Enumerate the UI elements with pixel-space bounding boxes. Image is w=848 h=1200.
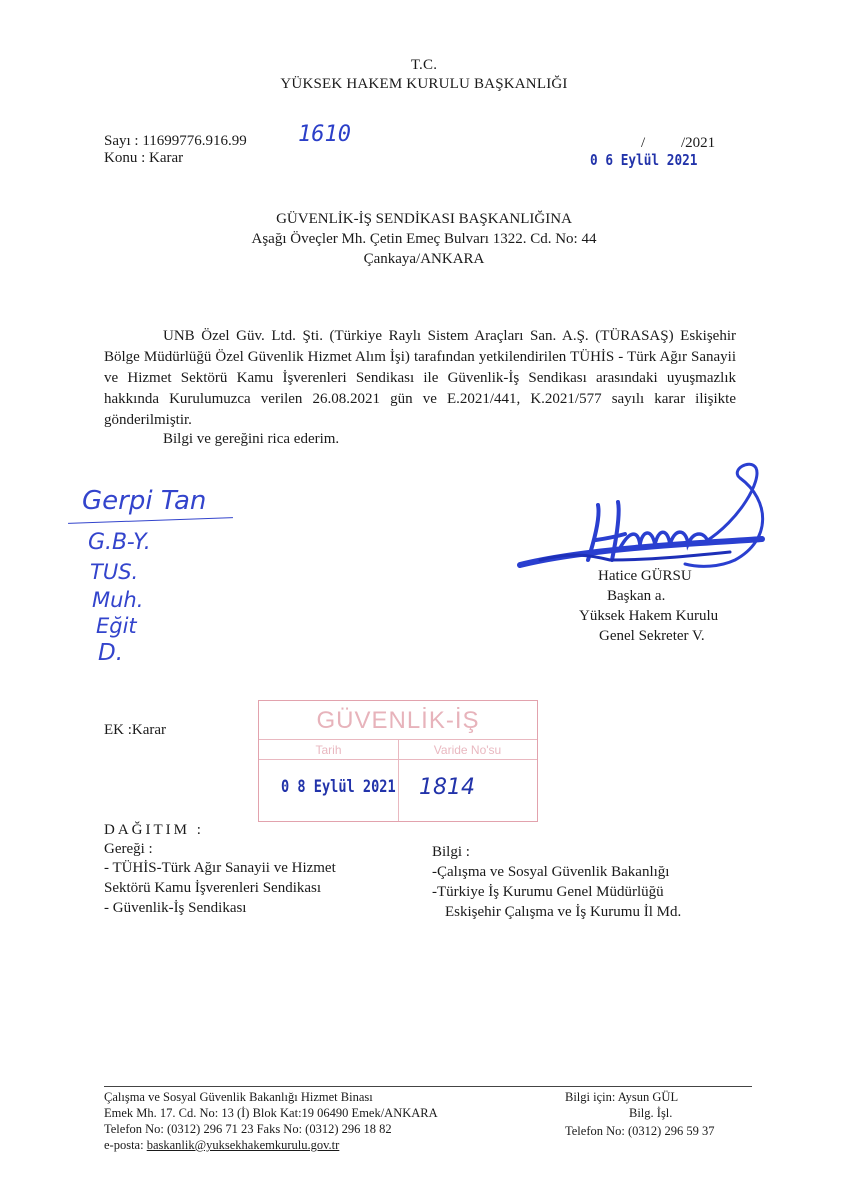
- signatory-name: Hatice GÜRSU: [598, 568, 692, 584]
- stamp-col1-label: Tarih: [315, 743, 342, 757]
- footer-contact-person: Bilgi için: Aysun GÜL: [565, 1090, 679, 1104]
- signatory-title1: Başkan a.: [607, 588, 666, 604]
- konu-line: [104, 149, 183, 168]
- footer-email-label: e-posta:: [104, 1138, 147, 1152]
- handwritten-underline: [68, 517, 233, 524]
- recipient-city: Çankaya/ANKARA: [363, 251, 485, 267]
- recipient-name: GÜVENLİK-İŞ SENDİKASI BAŞKANLIĞINA: [276, 211, 572, 227]
- recipient-address: Aşağı Öveçler Mh. Çetin Emeç Bulvarı 1322. Cd. No: 44: [251, 231, 597, 247]
- attachment-line: [104, 721, 166, 740]
- handwritten-note-line4: Muh.: [92, 588, 144, 612]
- stamp-divider-bottom: [259, 759, 537, 760]
- footer-contact-phone: Telefon No: (0312) 296 59 37: [565, 1124, 715, 1138]
- stamp-title: GÜVENLİK-İŞ: [316, 707, 480, 734]
- handwritten-note-line1: Gerpi Tan: [82, 486, 207, 516]
- stamp-number: 1814: [419, 775, 475, 800]
- distribution-right-item: -Türkiye İş Kurumu Genel Müdürlüğü: [432, 884, 664, 900]
- body-paragraph: UNB Özel Güv. Ltd. Şti. (Türkiye Raylı Sistem Araçları San. A.Ş. (TÜRASAŞ) Eskişehir Bölge Müdürlüğü Özel Güvenlik Hizmet Alım İşi) tarafından yetkilendirilen TÜHİS - Türk Ağır Sanayii ve Hizmet Sektörü Kamu İşverenleri Sendikası ile Güvenlik-İş Sendikası arasındaki uyuşmazlık hakkında Kurulumuzca verilen 26.08.2021 gün ve E.2021/441, K.2021/577 sayılı karar ilişikte gönderilmiştir.: [104, 328, 736, 428]
- footer-phone: Telefon No: (0312) 296 71 23 Faks No: (0312) 296 18 82: [104, 1122, 392, 1136]
- footer-address-1: Çalışma ve Sosyal Güvenlik Bakanlığı Hizmet Binası: [104, 1090, 373, 1104]
- distribution-right-item: Eskişehir Çalışma ve İş Kurumu İl Md.: [445, 904, 682, 920]
- konu-label: Konu: [104, 150, 138, 166]
- attachment-value: :Karar: [127, 722, 167, 738]
- handwritten-note-line2: G.B-Y.: [88, 530, 151, 555]
- handwritten-note-line5: Eğit: [96, 614, 137, 638]
- distribution-left-item: - TÜHİS-Türk Ağır Sanayii ve Hizmet: [104, 860, 336, 876]
- signatory-title3: Genel Sekreter V.: [599, 628, 705, 644]
- sayi-value: : 11699776.916.99: [134, 133, 247, 149]
- attachment-label: EK: [104, 722, 124, 738]
- closing-line: Bilgi ve gereğini rica ederim.: [163, 431, 340, 447]
- sayi-label: Sayı: [104, 133, 131, 149]
- date-slash: /: [641, 135, 646, 151]
- stamp-col2-label: Varide No'su: [433, 743, 502, 757]
- header-tc: T.C.: [410, 57, 438, 73]
- konu-value: : Karar: [141, 150, 184, 166]
- footer-email-line: [104, 1138, 339, 1153]
- distribution-heading: DAĞITIM :: [104, 822, 204, 838]
- distribution-left-item: - Güvenlik-İş Sendikası: [104, 900, 247, 916]
- stamp-date: 0 8 Eylül 2021: [281, 777, 396, 797]
- distribution-right-label: Bilgi :: [432, 844, 470, 860]
- distribution-left-item: Sektörü Kamu İşverenleri Sendikası: [104, 880, 322, 896]
- distribution-left-label: Gereği :: [104, 841, 153, 857]
- signatory-title2: Yüksek Hakem Kurulu: [579, 608, 719, 624]
- sayi-handwritten-number: 1610: [298, 122, 351, 147]
- date-year: /2021: [681, 135, 716, 151]
- handwritten-note-line6: D.: [98, 640, 124, 666]
- date-stamp: 0 6 Eylül 2021: [590, 151, 698, 169]
- handwritten-note-line3: TUS.: [90, 560, 139, 584]
- header-institution: YÜKSEK HAKEM KURULU BAŞKANLIĞI: [280, 76, 568, 92]
- footer-rule: [104, 1086, 752, 1087]
- footer-email-link[interactable]: baskanlik@yuksekhakemkurulu.gov.tr: [146, 1138, 340, 1152]
- received-stamp: [258, 700, 538, 822]
- footer-contact-role: Bilg. İşl.: [629, 1106, 673, 1120]
- distribution-right-item: -Çalışma ve Sosyal Güvenlik Bakanlığı: [432, 864, 670, 880]
- footer-address-2: Emek Mh. 17. Cd. No: 13 (İ) Blok Kat:19 06490 Emek/ANKARA: [104, 1106, 438, 1120]
